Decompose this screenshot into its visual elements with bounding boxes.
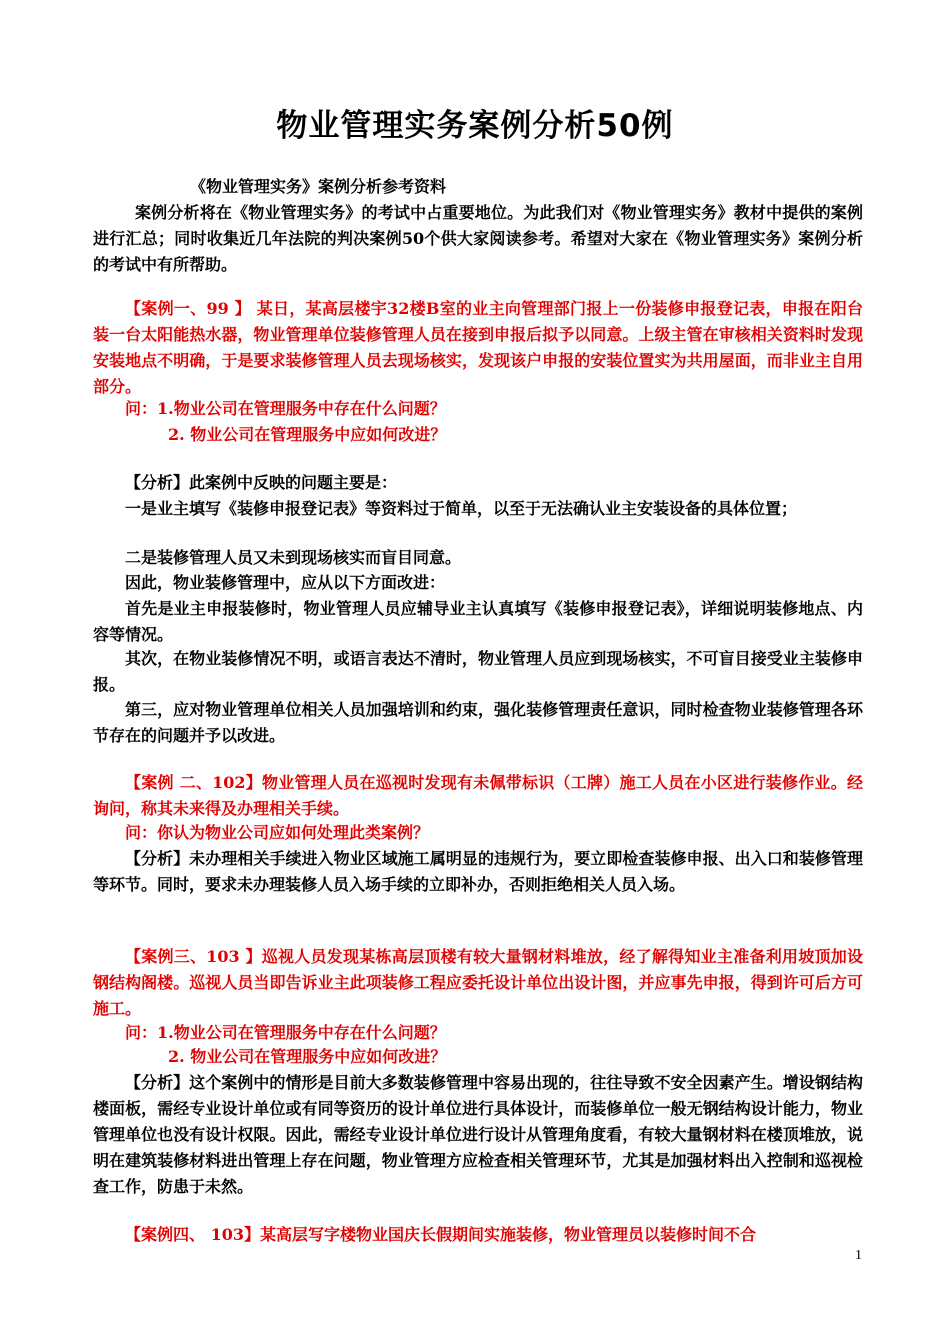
case3-analysis: 【分析】这个案例中的情形是目前大多数装修管理中容易出现的，往往导致不安全因素产生。增设钢结构楼面板，需经专业设计单位或有同等资历的设计单位进行具体设计，而装修单位一般无钢结构设计能力，物业管理单位也没有设计权限。因此，需经专业设计单位进行设计从管理角度看，有较大量钢材料在楼顶堆放，说明在建筑装修材料进出管理上存在问题，物业管理方应检查相关管理环节，尤其是加强材料出入控制和巡视检查工作，防患于未然。 — [93, 1073, 863, 1196]
case1-analysis-third: 第三，应对物业管理单位相关人员加强培训和约束，强化装修管理责任意识，同时检查物业装修管理各环节存在的问题并予以改进。 — [93, 700, 863, 745]
case1-text: 【案例一、99 】 某日，某高层楼宇32楼B室的业主向管理部门报上一份装修申报登记表，申报在阳台装一台太阳能热水器，物业管理单位装修管理人员在接到申报后拟予以同意。上级主管在审核相关资料时发现安装地点不明确，于是要求装修管理人员去现场核实，发现该户申报的安装位置实为共用屋面，而非业主自用部分。 — [93, 299, 863, 396]
case3-question-1: 问：1.物业公司在管理服务中存在什么问题？ — [125, 1023, 446, 1042]
case3-question-2: 2. 物业公司在管理服务中应如何改进？ — [168, 1047, 447, 1066]
case1-analysis-improve: 因此，物业装修管理中，应从以下方面改进： — [125, 573, 446, 592]
case1-analysis-point-2: 二是装修管理人员又未到现场核实而盲目同意。 — [125, 548, 462, 567]
case1-analysis-heading: 【分析】此案例中反映的问题主要是： — [125, 473, 398, 492]
document-title: 物业管理实务案例分析50例 — [276, 108, 674, 144]
case3-text: 【案例三、103 】巡视人员发现某栋高层顶楼有较大量钢材料堆放，经了解得知业主准备利用坡顶加设钢结构阁楼。巡视人员当即告诉业主此项装修工程应委托设计单位出设计图，并应事先申报，得到许可后方可施工。 — [93, 947, 863, 1018]
case2-question: 问：你认为物业公司应如何处理此类案例？ — [125, 823, 430, 842]
case1-question-2: 2. 物业公司在管理服务中应如何改进？ — [168, 425, 447, 444]
case1-analysis-first: 首先是业主申报装修时，物业管理人员应辅导业主认真填写《装修申报登记表》，详细说明装修地点、内容等情况。 — [93, 599, 863, 644]
case4-text: 【案例四、 103】某高层写字楼物业国庆长假期间实施装修，物业管理员以装修时间不合 — [125, 1225, 756, 1244]
case2-text: 【案例 二、102】物业管理人员在巡视时发现有未佩带标识（工牌）施工人员在小区进行装修作业。经询问，称其未来得及办理相关手续。 — [93, 773, 863, 818]
subtitle: 《物业管理实务》案例分析参考资料 — [190, 177, 447, 196]
case1-analysis-second: 其次，在物业装修情况不明，或语言表达不清时，物业管理人员应到现场核实，不可盲目接受业主装修申报。 — [93, 649, 863, 694]
case1-question-1: 问：1.物业公司在管理服务中存在什么问题？ — [125, 399, 446, 418]
intro-paragraph: 案例分析将在《物业管理实务》的考试中占重要地位。为此我们对《物业管理实务》教材中提供的案例进行汇总；同时收集近几年法院的判决案例50个供大家阅读参考。希望对大家在《物业管理实务》案例分析的考试中有所帮助。 — [93, 203, 863, 274]
page-number: 1 — [855, 1248, 862, 1263]
case2-analysis: 【分析】未办理相关手续进入物业区域施工属明显的违规行为，要立即检查装修申报、出入口和装修管理等环节。同时，要求未办理装修人员入场手续的立即补办，否则拒绝相关人员入场。 — [93, 849, 863, 894]
case1-analysis-point-1: 一是业主填写《装修申报登记表》等资料过于简单，以至于无法确认业主安装设备的具体位置； — [125, 499, 798, 518]
